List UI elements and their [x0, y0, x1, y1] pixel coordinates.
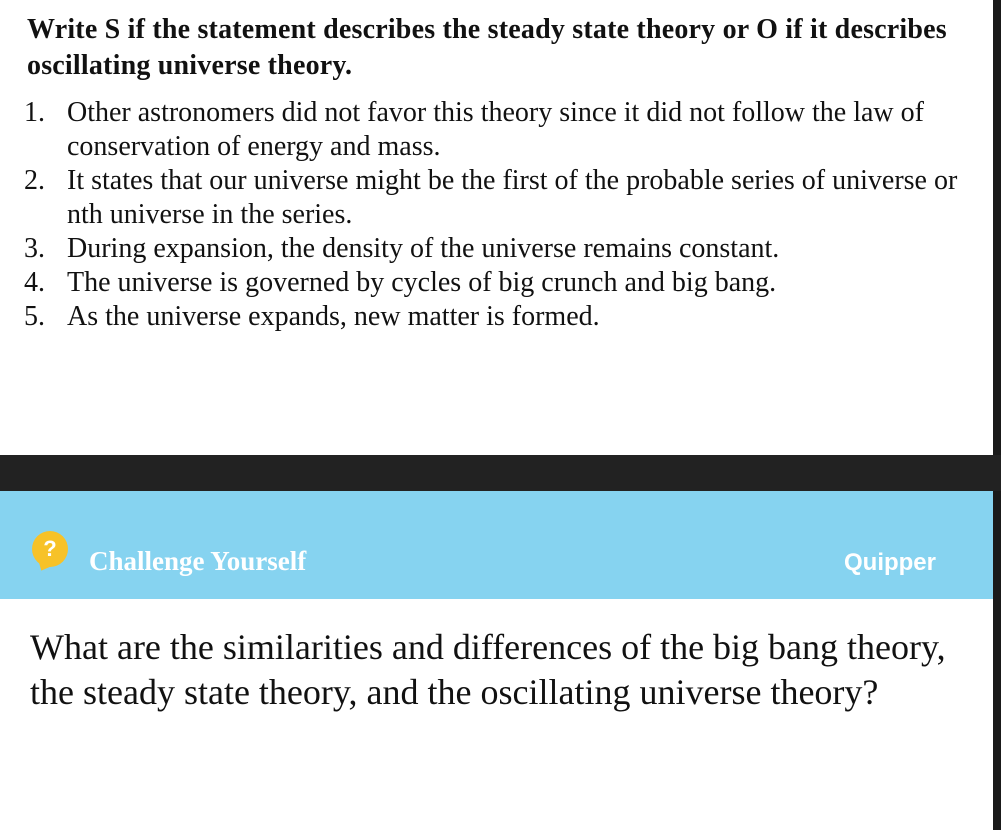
item-text: The universe is governed by cycles of big crunch and big bang.	[67, 267, 777, 298]
item-text: As the universe expands, new matter is formed.	[67, 301, 600, 332]
right-edge-border	[993, 0, 1001, 830]
question-bubble-icon: ?	[32, 531, 68, 567]
item-number: 5.	[24, 301, 45, 332]
statement-list	[24, 96, 964, 334]
list-item	[24, 96, 964, 164]
item-text: It states that our universe might be the first of the probable series of universe or nth universe in the series.	[67, 165, 958, 230]
item-number: 3.	[24, 233, 45, 264]
list-item	[24, 164, 964, 232]
item-text: Other astronomers did not favor this theory since it did not follow the law of conservation of energy and mass.	[67, 97, 924, 162]
section-divider	[0, 455, 1001, 491]
item-text: During expansion, the density of the universe remains constant.	[67, 233, 780, 264]
item-number: 4.	[24, 267, 45, 298]
challenge-question: What are the similarities and differences of the big bang theory, the steady state theory, and the oscillating universe theory?	[30, 627, 946, 712]
banner-title: Challenge Yourself	[89, 546, 307, 576]
item-number: 1.	[24, 97, 45, 128]
list-item	[24, 266, 964, 300]
brand-logo: Quipper	[843, 549, 936, 576]
instructions-heading: Write S if the statement describes the steady state theory or O if it describes oscillating universe theory.	[27, 14, 947, 81]
list-item	[24, 232, 964, 266]
challenge-banner	[0, 491, 993, 599]
item-number: 2.	[24, 165, 45, 196]
list-item	[24, 300, 964, 334]
